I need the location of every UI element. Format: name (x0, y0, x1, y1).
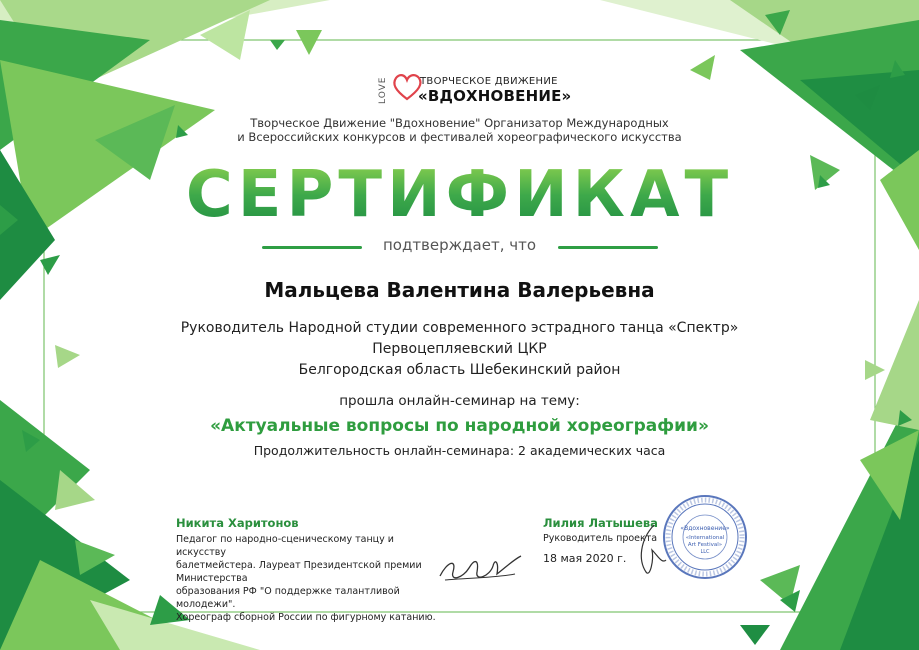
decor-triangle (296, 30, 322, 55)
seminar-topic: «Актуальные вопросы по народной хореографии» (210, 416, 709, 436)
certificate-date: 18 мая 2020 г. (543, 552, 627, 565)
organizer-description (0, 116, 919, 144)
decor-triangle (40, 255, 60, 275)
certificate-title: СЕРТИФИКАТ (0, 160, 919, 230)
decor-triangle (740, 625, 770, 645)
svg-text:Art Festival»: Art Festival» (687, 542, 723, 548)
svg-text:«Вдохновение»: «Вдохновение» (680, 525, 730, 532)
svg-text:LLC: LLC (700, 549, 710, 555)
seminar-duration: Продолжительность онлайн-семинара: 2 академических часа (253, 443, 666, 458)
signer-left-name: Никита Харитонов (176, 516, 299, 530)
organizer-line: Творческое Движение "Вдохновение" Организатор Международных (250, 116, 669, 130)
recipient-position (0, 318, 919, 381)
confirm-text: подтверждает, что (382, 236, 537, 254)
decor-triangle (690, 55, 715, 80)
logo-top-line: ТВОРЧЕСКОЕ ДВИЖЕНИЕ (420, 76, 558, 87)
stamp (662, 494, 748, 580)
logo-love-text: LOVE (378, 76, 388, 104)
signer-left (176, 516, 446, 624)
position-line: Белгородская область Шебекинский район (298, 362, 621, 378)
divider-right (558, 246, 658, 249)
seminar-intro: прошла онлайн-семинар на тему: (339, 393, 580, 409)
position-line: Руководитель Народной студии современного эстрадного танца «Спектр» (180, 320, 739, 336)
position-line: Первоцепляевский ЦКР (372, 341, 547, 357)
signer-left-desc: Хореограф сборной России по фигурному катанию. (176, 612, 436, 623)
decor-triangle (270, 40, 285, 50)
organizer-line: и Всероссийских конкурсов и фестивалей хореографического искусства (237, 130, 682, 144)
signer-left-desc: Педагог по народно-сценическому танцу и искусству (176, 534, 394, 558)
svg-text:«International: «International (685, 535, 725, 541)
recipient-name: Мальцева Валентина Валерьевна (264, 278, 655, 302)
signer-right-name: Лилия Латышева (543, 516, 658, 530)
signer-right-role: Руководитель проекта (543, 533, 658, 544)
signer-left-desc: балетмейстера. Лауреат Президентской премии Министерства (176, 560, 422, 584)
logo-main-line: «ВДОХНОВЕНИЕ» (418, 87, 572, 105)
confirm-row (0, 236, 919, 258)
signer-left-desc: образования РФ "О поддержке талантливой молодежи". (176, 586, 400, 610)
signature-left (435, 548, 525, 588)
logo (378, 70, 572, 110)
